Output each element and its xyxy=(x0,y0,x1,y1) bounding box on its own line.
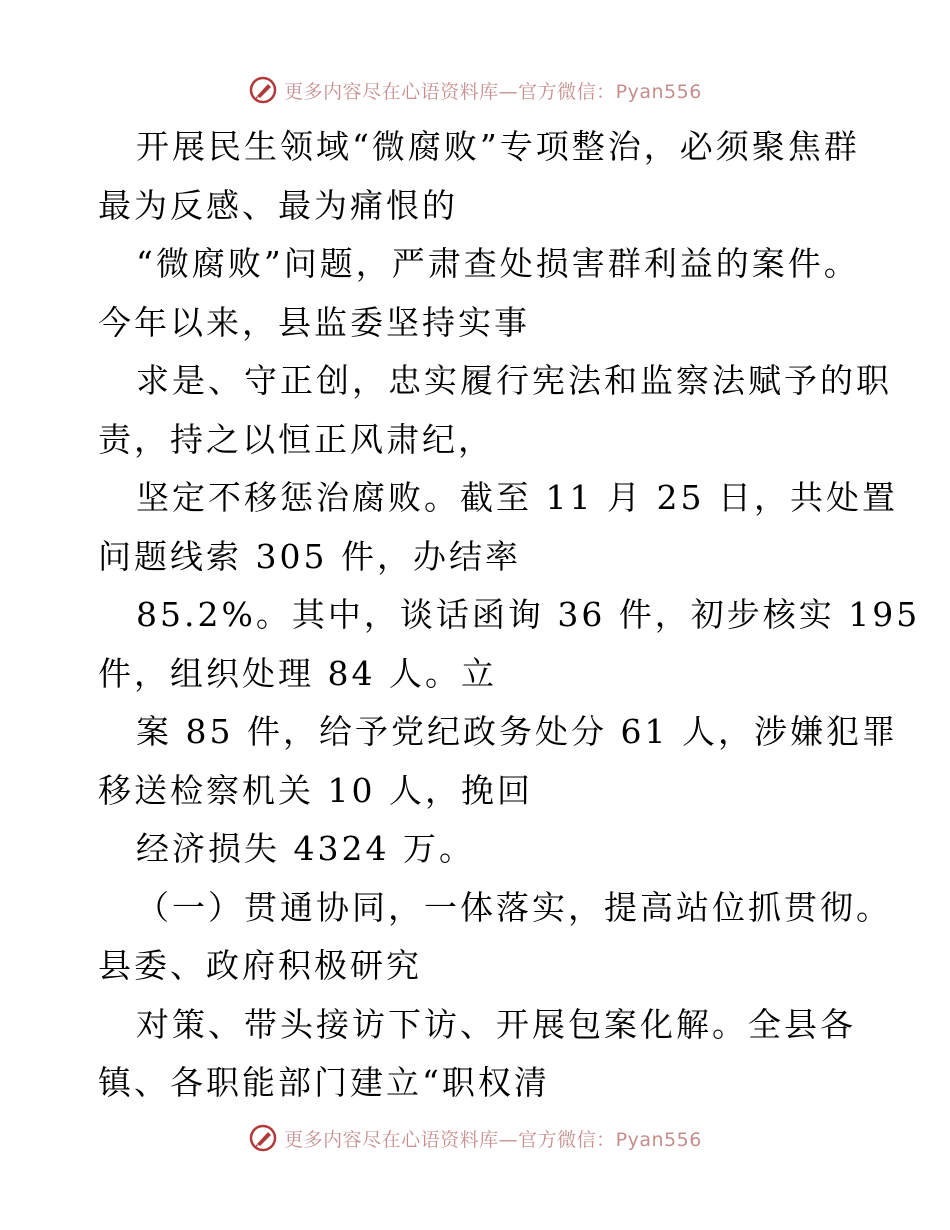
text-line: 85.2%。其中，谈话函询 36 件，初步核实 195 xyxy=(136,595,921,634)
watermark-text: 更多内容尽在心语资料库—官方微信： xyxy=(284,80,616,103)
text-line: 责，持之以恒正风肃纪， xyxy=(98,419,494,459)
pen-logo-icon xyxy=(248,75,278,105)
text-line: 案 85 件，给予党纪政务处分 61 人，涉嫌犯罪 xyxy=(136,712,898,751)
text-line: 今年以来，县监委坚持实事 xyxy=(98,302,530,342)
text-line: （一）贯通协同，一体落实，提高站位抓贯彻。 xyxy=(136,887,892,927)
text-line: 最为反感、最为痛恨的 xyxy=(98,185,458,225)
text-line: 问题线索 305 件，办结率 xyxy=(98,536,521,576)
text-line: 开展民生领域“微腐败”专项整治，必须聚焦群 xyxy=(136,127,860,166)
header-watermark xyxy=(0,70,950,110)
text-line: 县委、政府积极研究 xyxy=(98,946,422,985)
text-line: 镇、各职能部门建立“职权清 xyxy=(98,1063,550,1102)
text-line: 坚定不移惩治腐败。截至 11 月 25 日，共处置 xyxy=(136,478,898,517)
watermark-text: 更多内容尽在心语资料库—官方微信： xyxy=(284,1128,616,1151)
document-body xyxy=(98,118,921,1113)
text-line: 件，组织处理 84 人。立 xyxy=(98,653,497,693)
text-line: 求是、守正创，忠实履行宪法和监察法赋予的职 xyxy=(136,361,892,400)
pen-logo-icon xyxy=(248,1123,278,1153)
text-line: 移送检察机关 10 人，挽回 xyxy=(98,770,533,810)
footer-watermark xyxy=(0,1118,950,1158)
text-line: 对策、带头接访下访、开展包案化解。全县各 xyxy=(136,1004,856,1044)
text-line: “微腐败”问题，严肃查处损害群利益的案件。 xyxy=(136,244,860,283)
text-line: 经济损失 4324 万。 xyxy=(136,829,475,868)
watermark-wechat-id: Pyan556 xyxy=(615,80,702,103)
watermark-wechat-id: Pyan556 xyxy=(615,1128,702,1151)
